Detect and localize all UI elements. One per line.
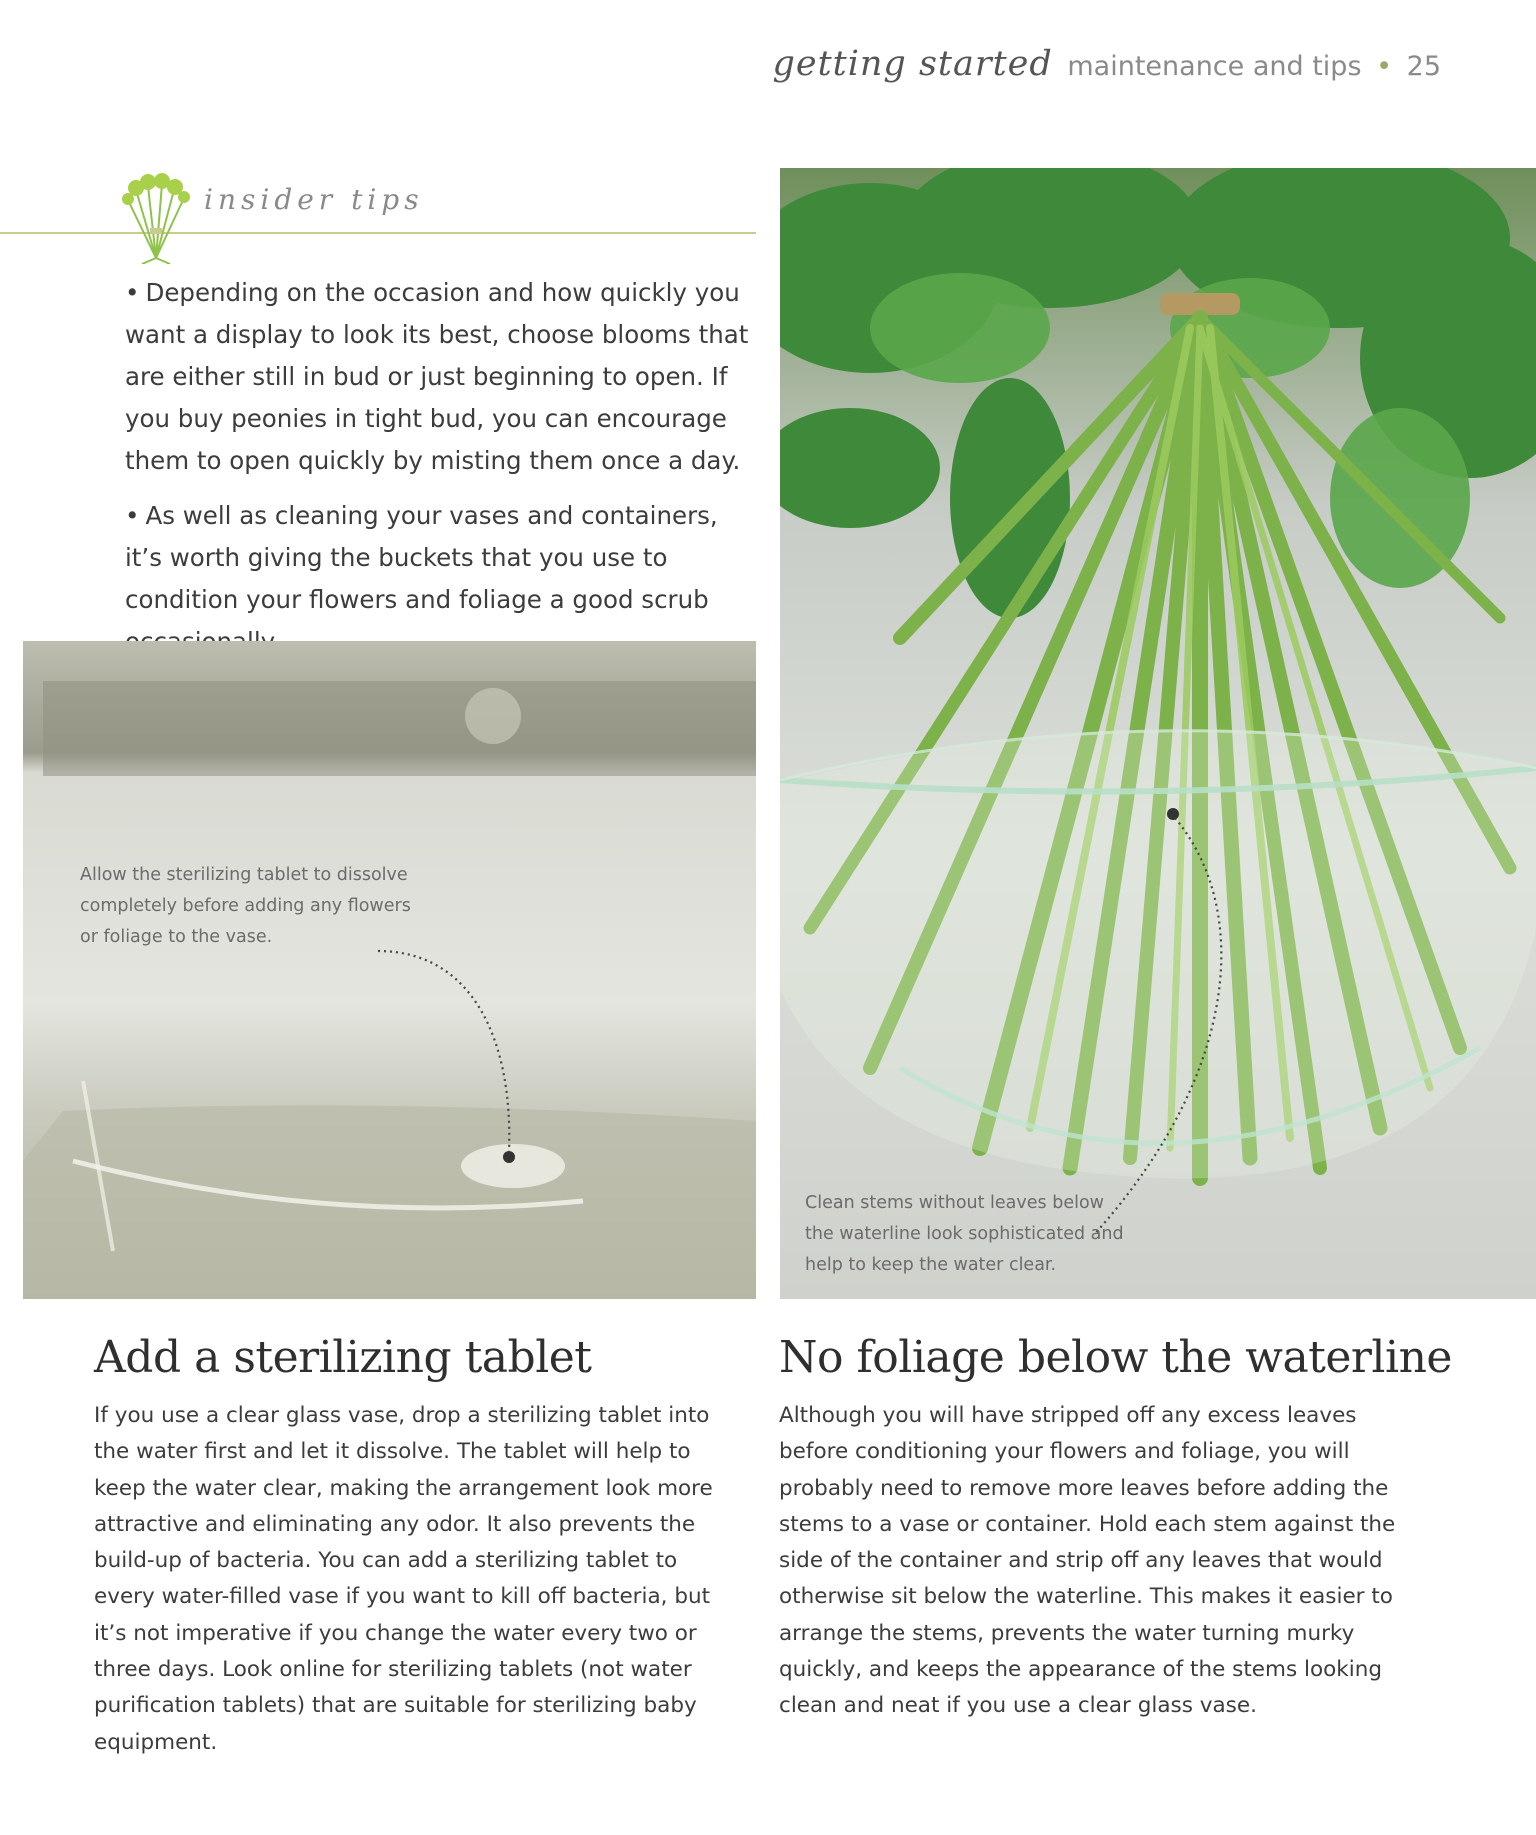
section-title: getting started (772, 44, 1053, 84)
header-separator: • (1376, 51, 1393, 82)
running-header (772, 44, 1441, 84)
tips-divider (0, 232, 756, 234)
section-body: Although you will have stripped off any excess leaves before conditioning your flowers and foliage, you will probably need to remove more leaves before adding the stems to a vase or container. Hold each stem against the side of the container and strip off any leaves that would otherwise sit below the waterline. This makes it easier to arrange the stems, prevents the water turning murky quickly, and keeps the appearance of the stems looking clean and neat if you use a clear glass vase. (779, 1403, 1396, 1719)
tip-text: As well as cleaning your vases and containers, it’s worth giving the buckets that you use to condition your flowers and foliage a good scrub (125, 501, 718, 614)
section-heading: Add a sterilizing tablet (94, 1332, 592, 1383)
tip-bullet: • (125, 501, 140, 530)
section-body: If you use a clear glass vase, drop a sterilizing tablet into the water first and let it dissolve. The tablet will help to keep the water clear, making the arrangement look more attractive and eliminating any odor. It also prevents the build-up of bacteria. You can add a sterilizing tablet to every water-filled vase if you want to kill off bacteria, but it’s not imperative if you change the water every two or three days. Look online for sterilizing tablets (not water purification tablets) that are suitable for sterilizing baby equipment. (94, 1403, 713, 1755)
vase-tablet-photo (23, 641, 756, 1299)
left-photo-caption: Allow the sterilizing tablet to dissolve completely before adding any flowers or foliage to the vase. (80, 865, 411, 947)
tip-bullet: • (125, 278, 140, 307)
tip-item (125, 272, 755, 482)
flower-bouquet-icon (118, 168, 194, 264)
right-photo-caption: Clean stems without leaves below the waterline look sophisticated and help to keep the water clear. (805, 1193, 1124, 1275)
chapter-title: maintenance and tips (1067, 51, 1362, 82)
page-number: 25 (1406, 51, 1441, 82)
tips-title: insider tips (204, 183, 424, 216)
tip-item (125, 495, 755, 663)
section-heading: No foliage below the waterline (779, 1332, 1452, 1383)
stems-vase-photo (780, 168, 1536, 1299)
tip-text: Depending on the occasion and how quickly you want a display to look its best, choose blooms that are either still in bud or just beginning to open. If you buy peonies in tight bud, you can encourage them to open quickly by misting them once a day. (125, 278, 749, 475)
